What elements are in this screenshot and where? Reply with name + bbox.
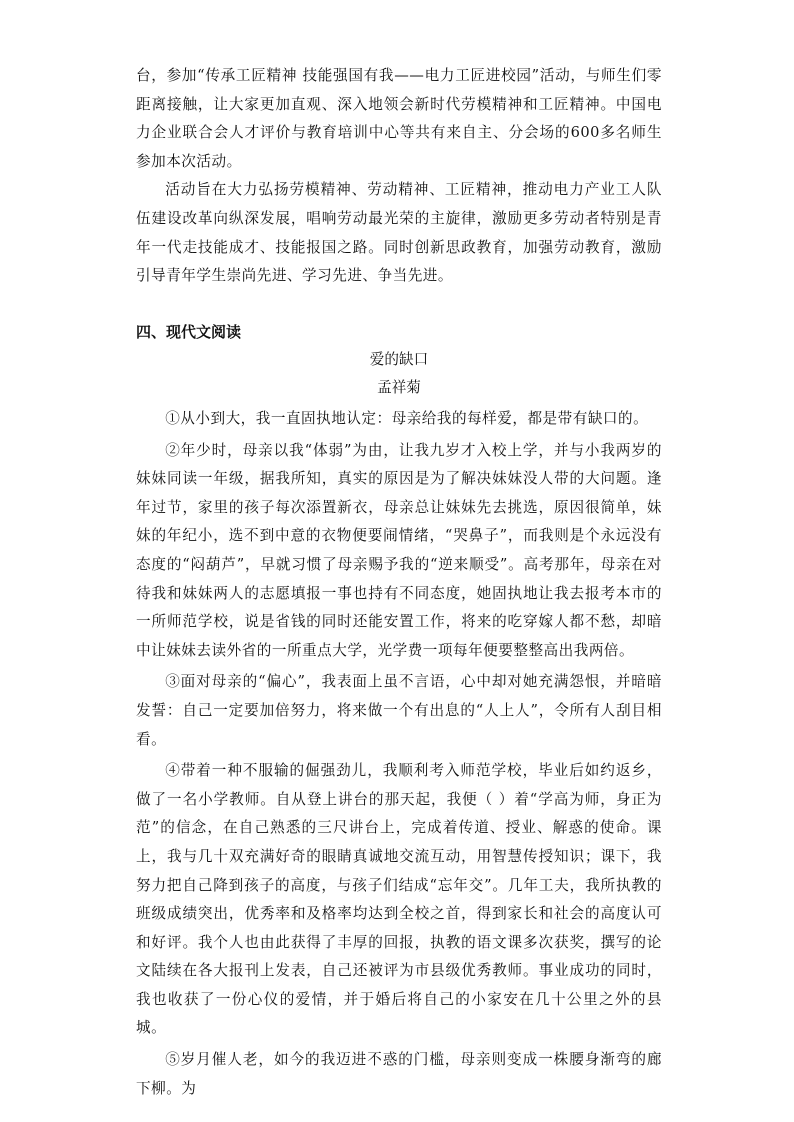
article-paragraph-5: ⑤岁月催人老，如今的我迈进不惑的门槛，母亲则变成一株腰身渐弯的廊下柳。为 xyxy=(136,1051,662,1097)
intro-paragraph-2: 活动旨在大力弘扬劳模精神、劳动精神、工匠精神，推动电力产业工人队伍建设改革向纵深发展，唱响劳动最光荣的主旋律，激励更多劳动者特别是青年一代走技能成才、技能报国之路。同时创新思政教育，加强劳动教育，激励引导青年学生崇尚先进、学习先进、争当先进。 xyxy=(136,181,662,285)
article-paragraph-2: ②年少时，母亲以我“体弱”为由，让我九岁才入校上学，并与小我两岁的妹妹同读一年级，据我所知，真实的原因是为了解决妹妹没人带的大问题。逢年过节，家里的孩子每次添置新衣，母亲总让妹妹先去挑选，原因很简单，妹妹的年纪小，选不到中意的衣物便要闹情绪，“哭鼻子”，而我则是个永远没有态度的“闷葫芦”，早就习惯了母亲赐予我的“逆来顺受”。高考那年，母亲在对待我和妹妹两人的志愿填报一事也持有不同态度，她固执地让我去报考本市的一所师范学校，说是省钱的同时还能安置工作，将来的吃穿嫁人都不愁，却暗中让妹妹去读外省的一所重点大学，光学费一项每年便要整整高出我两倍。 xyxy=(136,441,662,659)
article xyxy=(136,346,662,1103)
section-title: 四、现代文阅读 xyxy=(136,323,242,341)
article-author: 孟祥菊 xyxy=(377,379,421,396)
article-paragraph-4: ④带着一种不服输的倔强劲儿，我顺利考入师范学校，毕业后如约返乡，做了一名小学教师。自从登上讲台的那天起，我便（ ）着“学高为师，身正为范”的信念，在自己熟悉的三尺讲台上，完成着传道、授业、解惑的使命。课上，我与几十双充满好奇的眼睛真诚地交流互动，用智慧传授知识；课下，我努力把自己降到孩子的高度，与孩子们结成“忘年交”。几年工夫，我所执教的班级成绩突出，优秀率和及格率均达到全校之首，得到家长和社会的高度认可和好评。我个人也由此获得了丰厚的回报，执教的语文课多次获奖，撰写的论文陆续在各大报刊上发表，自己还被评为市县级优秀教师。事业成功的同时，我也收获了一份心仪的爱情，并于婚后将自己的小家安在几十公里之外的县城。 xyxy=(136,762,662,1037)
article-title: 爱的缺口 xyxy=(369,351,429,368)
article-paragraph-1: ①从小到大，我一直固执地认定：母亲给我的每样爱，都是带有缺口的。 xyxy=(165,410,649,427)
intro-block xyxy=(136,62,662,291)
intro-paragraph-1: 台，参加“传承工匠精神 技能强国有我——电力工匠进校园”活动，与师生们零距离接触，让大家更加直观、深入地领会新时代劳模精神和工匠精神。中国电力企业联合会人才评价与教育培训中心等共有来自主、分会场的600多名师生参加本次活动。 xyxy=(136,67,662,170)
article-paragraph-3: ③面对母亲的“偏心”，我表面上虽不言语，心中却对她充满怨恨，并暗暗发誓：自己一定要加倍努力，将来做一个有出息的“人上人”，令所有人刮目相看。 xyxy=(136,673,662,748)
